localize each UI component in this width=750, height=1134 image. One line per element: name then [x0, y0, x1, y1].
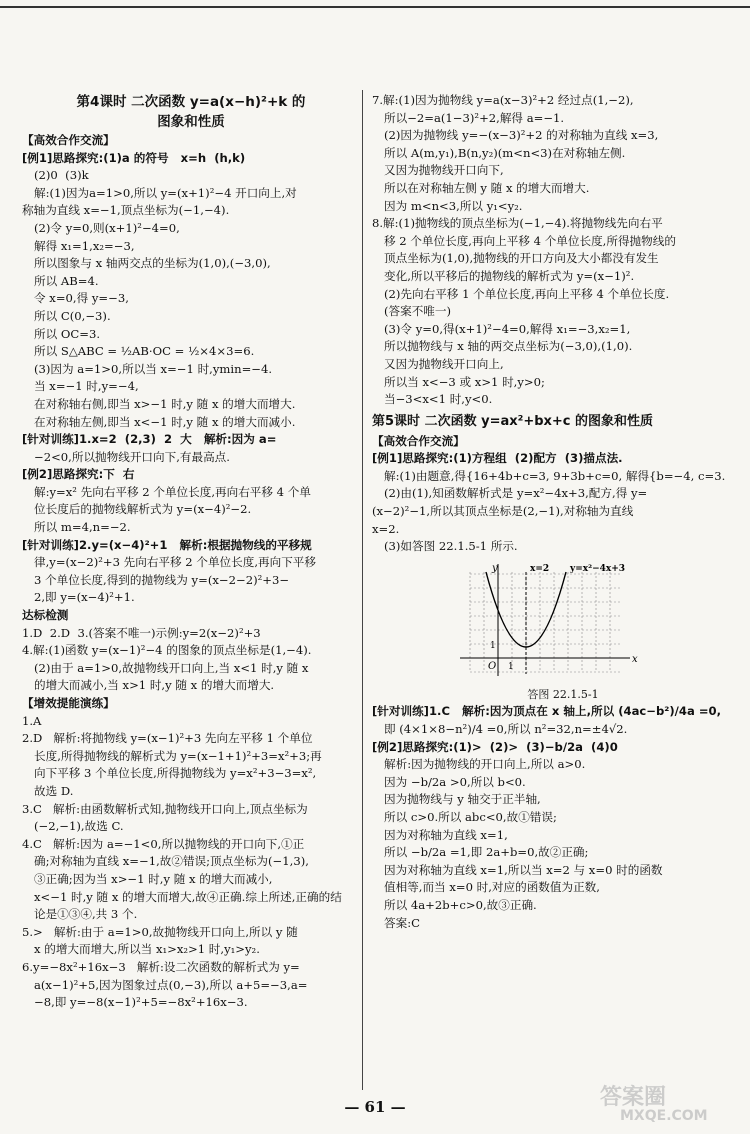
text-line: x 的增大而增大,所以当 x₁>x₂>1 时,y₁>y₂.: [34, 942, 260, 957]
text-line: 确;对称轴为直线 x=−1,故②错误;顶点坐标为(−1,3),: [34, 854, 309, 869]
text-line: 长度,所得抛物线的解析式为 y=(x−1+1)²+3=x²+3;再: [34, 748, 322, 763]
lesson-4-title-line1: 第4课时 二次函数 y=a(x−h)²+k 的: [76, 94, 306, 110]
text-line: x<−1 时,y 随 x 的增大而增大,故④正确.综上所述,正确的结: [34, 889, 342, 904]
text-line: 即 (4×1×8−n²)/4 =0,所以 n²=32,n=±4√2.: [384, 722, 628, 737]
text-line: [针对训练]1.x=2 (2,3) 2 大 解析:因为 a=: [22, 432, 277, 447]
text-line: 所以 m=4,n=−2.: [34, 520, 131, 535]
text-line: 【高效合作交流】: [22, 133, 115, 147]
text-line: 向下平移 3 个单位长度,所得抛物线为 y=x²+3−3=x²,: [34, 766, 317, 781]
figure-caption: 答图 22.1.5-1: [527, 687, 599, 701]
text-line: 值相等,而当 x=0 时,对应的函数值为正数,: [384, 880, 600, 895]
text-line: 【增效提能演练】: [22, 696, 115, 710]
text-line: 【高效合作交流】: [372, 433, 465, 448]
text-line: 解:(1)由题意,得{16+4b+c=3, 9+3b+c=0, 解得{b=−4, c=3.: [384, 468, 726, 483]
left-text-block: [22, 132, 360, 1012]
text-line: 所以 A(m,y₁),B(n,y₂)(m<n<3)在对称轴左侧.: [384, 145, 626, 160]
text-line: [例1]思路探究:(1)a 的符号 x=h (h,k): [22, 150, 246, 165]
text-line: 因为对称轴为直线 x=1,: [384, 827, 508, 842]
text-line: 因为 m<n<3,所以 y₁<y₂.: [384, 198, 523, 213]
text-line: 所以当 x<−3 或 x>1 时,y>0;: [384, 374, 545, 389]
y-tick-1: 1: [490, 640, 496, 651]
text-line: 7.解:(1)因为抛物线 y=a(x−3)²+2 经过点(1,−2),: [372, 93, 634, 107]
text-line: (3)因为 a=1>0,所以当 x=−1 时,ymin=−4.: [34, 361, 273, 376]
text-line: 所以在对称轴左侧 y 随 x 的增大而增大.: [384, 180, 590, 195]
text-line: 4.C 解析:因为 a=−1<0,所以抛物线的开口向下,①正: [22, 836, 305, 851]
text-line: 6.y=−8x²+16x−3 解析:设二次函数的解析式为 y=: [22, 959, 300, 974]
text-line: 所以 S△ABC = ½AB·OC = ½×4×3=6.: [34, 344, 255, 359]
text-line: (2)先向右平移 1 个单位长度,再向上平移 4 个单位长度.: [384, 286, 670, 301]
text-line: −8,即 y=−8(x−1)²+5=−8x²+16x−3.: [34, 995, 248, 1010]
text-line: ③正确;因为当 x>−1 时,y 随 x 的增大而减小,: [34, 871, 273, 886]
text-line: 3.C 解析:由函数解析式知,抛物线开口向上,顶点坐标为: [22, 801, 308, 816]
text-line: 4.解:(1)函数 y=(x−1)²−4 的图象的顶点坐标是(1,−4).: [22, 643, 312, 658]
text-line: x=2.: [372, 521, 400, 536]
parabola-figure: [450, 562, 650, 682]
text-line: 所以图象与 x 轴两交点的坐标为(1,0),(−3,0),: [34, 256, 271, 271]
text-line: (3)如答图 22.1.5-1 所示.: [384, 539, 518, 554]
parabola-graph: [450, 562, 650, 680]
text-line: 解:(1)因为a=1>0,所以 y=(x+1)²−4 开口向上,对: [34, 185, 297, 200]
text-line: 律,y=(x−2)²+3 先向右平移 2 个单位长度,再向下平移: [34, 555, 316, 570]
text-line: a(x−1)²+5,因为图象过点(0,−3),所以 a+5=−3,a=: [34, 977, 308, 992]
text-line: 顶点坐标为(1,0),抛物线的开口方向及大小都没有发生: [384, 251, 659, 266]
text-line: 因为 −b/2a >0,所以 b<0.: [384, 774, 526, 789]
x-tick-1: 1: [508, 661, 514, 672]
text-line: [针对训练]1.C 解析:因为顶点在 x 轴上,所以 (4ac−b²)/4a =0,: [372, 704, 722, 719]
text-line: 5.> 解析:由于 a=1>0,故抛物线开口向上,所以 y 随: [22, 924, 298, 939]
text-line: 令 x=0,得 y=−3,: [34, 291, 129, 306]
text-line: [例1]思路探究:(1)方程组 (2)配方 (3)描点法.: [372, 451, 623, 466]
text-line: [例2]思路探究:下 右: [22, 467, 135, 482]
text-line: 8.解:(1)抛物线的顶点坐标为(−1,−4).将抛物线先向右平: [372, 216, 663, 231]
text-line: 所以 AB=4.: [34, 273, 99, 288]
text-line: 当 x=−1 时,y=−4,: [34, 379, 139, 394]
parabola-equation-label: y=x²−4x+3: [570, 563, 626, 574]
text-line: 1.D 2.D 3.(答案不唯一)示例:y=2(x−2)²+3: [22, 625, 261, 640]
right-text-block-b: [372, 433, 734, 556]
text-line: 2.D 解析:将抛物线 y=(x−1)²+3 先向左平移 1 个单位: [22, 731, 313, 746]
column-divider: [362, 90, 363, 1090]
page-number: — 61 —: [344, 1098, 406, 1116]
watermark-url: MXQE.COM: [620, 1108, 708, 1124]
watermark-logo: 答案圈: [600, 1085, 667, 1110]
text-line: −2<0,所以抛物线开口向下,有最高点.: [34, 449, 230, 464]
text-line: 所以 c>0.所以 abc<0,故①错误;: [384, 810, 557, 824]
right-text-block-c: [372, 703, 734, 932]
top-border: [0, 6, 750, 8]
left-column: [22, 92, 360, 1012]
x-axis-label: x: [632, 653, 638, 665]
text-line: 所以 C(0,−3).: [34, 308, 111, 323]
text-line: 3 个单位长度,得到的抛物线为 y=(x−2−2)²+3−: [34, 572, 290, 587]
text-line: [针对训练]2.y=(x−4)²+1 解析:根据抛物线的平移规: [22, 537, 312, 552]
text-line: (2)因为抛物线 y=−(x−3)²+2 的对称轴为直线 x=3,: [384, 128, 659, 143]
text-line: 所以抛物线与 x 轴的两交点坐标为(−3,0),(1,0).: [384, 339, 633, 354]
text-line: 又因为抛物线开口向上,: [384, 356, 504, 371]
text-line: 移 2 个单位长度,再向上平移 4 个单位长度,所得抛物线的: [384, 233, 676, 248]
text-line: 因为对称轴为直线 x=1,所以当 x=2 与 x=0 时的函数: [384, 862, 663, 877]
text-line: (−2,−1),故选 C.: [34, 819, 124, 834]
text-line: 解析:因为抛物线的开口向上,所以 a>0.: [384, 757, 586, 772]
text-line: 1.A: [22, 713, 42, 728]
text-line: 的增大而减小,当 x>1 时,y 随 x 的增大而增大.: [34, 678, 275, 693]
text-line: 所以 4a+2b+c>0,故③正确.: [384, 897, 537, 912]
text-line: 变化,所以平移后的抛物线的解析式为 y=(x−1)².: [384, 268, 635, 283]
lesson-4-title: [22, 92, 360, 132]
text-line: 故选 D.: [34, 783, 74, 798]
text-line: 因为抛物线与 y 轴交于正半轴,: [384, 792, 541, 807]
text-line: (答案不唯一): [384, 304, 452, 319]
symmetry-label: x=2: [530, 563, 550, 574]
text-line: 称轴为直线 x=−1,顶点坐标为(−1,−4).: [22, 203, 230, 218]
text-line: 在对称轴左侧,即当 x<−1 时,y 随 x 的增大而减小.: [34, 414, 296, 429]
text-line: 所以 −b/2a =1,即 2a+b=0,故②正确;: [384, 845, 589, 860]
right-text-block-a: [372, 92, 734, 409]
text-line: (2)由于 a=1>0,故抛物线开口向上,当 x<1 时,y 随 x: [34, 660, 309, 675]
text-line: 在对称轴右侧,即当 x>−1 时,y 随 x 的增大而增大.: [34, 396, 296, 411]
y-axis-label: y: [492, 562, 498, 574]
text-line: 位长度后的抛物线解析式为 y=(x−4)²−2.: [34, 502, 252, 517]
grid: [470, 572, 620, 672]
text-line: 解得 x₁=1,x₂=−3,: [34, 238, 135, 253]
lesson-4-title-line2: 图象和性质: [157, 114, 225, 130]
text-line: (2)令 y=0,则(x+1)²−4=0,: [34, 220, 180, 235]
text-line: 又因为抛物线开口向下,: [384, 163, 504, 178]
text-line: [例2]思路探究:(1)> (2)> (3)−b/2a (4)0: [372, 739, 618, 754]
text-line: 所以−2=a(1−3)²+2,解得 a=−1.: [384, 110, 565, 125]
text-line: 解:y=x² 先向右平移 2 个单位长度,再向右平移 4 个单: [34, 484, 311, 499]
text-line: 所以 OC=3.: [34, 326, 101, 341]
origin-label: O: [488, 660, 497, 672]
text-line: 答案:C: [384, 915, 420, 930]
text-line: 当−3<x<1 时,y<0.: [384, 392, 493, 407]
text-line: 论是①③④,共 3 个.: [34, 907, 138, 922]
right-column: [372, 92, 734, 932]
text-line: (3)令 y=0,得(x+1)²−4=0,解得 x₁=−3,x₂=1,: [384, 321, 631, 336]
text-line: (2)0 (3)k: [34, 168, 89, 183]
lesson-5-title: 第5课时 二次函数 y=ax²+bx+c 的图象和性质: [372, 413, 654, 429]
text-line: 2,即 y=(x−4)²+1.: [34, 590, 135, 605]
text-line: (2)由(1),知函数解析式是 y=x²−4x+3,配方,得 y=: [384, 486, 648, 501]
text-line: (x−2)²−1,所以其顶点坐标是(2,−1),对称轴为直线: [372, 504, 634, 519]
text-line: 达标检测: [22, 608, 69, 623]
